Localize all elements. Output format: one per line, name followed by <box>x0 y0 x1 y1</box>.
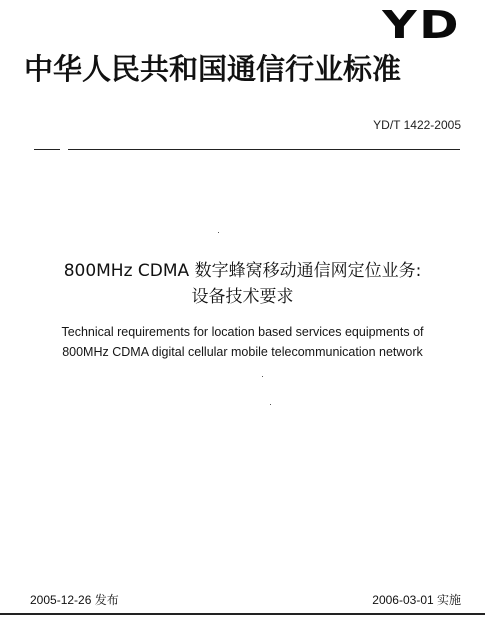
scan-speck <box>270 404 271 405</box>
implementation-date: 2006-03-01 实施 <box>372 593 461 607</box>
standard-number: YD/T 1422-2005 <box>373 118 461 132</box>
title-zh-line-2: 设备技术要求 <box>191 287 294 307</box>
title-en-line-1: Technical requirements for location based services equipments of <box>61 325 424 339</box>
header-divider-short <box>34 149 60 150</box>
yd-logo: YD <box>382 3 461 47</box>
document-title-chinese <box>0 258 485 310</box>
scan-speck <box>262 376 263 377</box>
document-title-english <box>0 322 485 362</box>
standard-category-title: 中华人民共和国通信行业标准 <box>24 52 402 86</box>
title-en-line-2: 800MHz CDMA digital cellular mobile telecommunication network <box>62 345 423 359</box>
scan-speck <box>218 232 219 233</box>
footer-divider <box>0 613 485 615</box>
header-divider <box>68 149 460 150</box>
issue-date: 2005-12-26 发布 <box>30 593 119 607</box>
title-zh-line-1: 800MHz CDMA 数字蜂窝移动通信网定位业务: <box>63 261 422 281</box>
